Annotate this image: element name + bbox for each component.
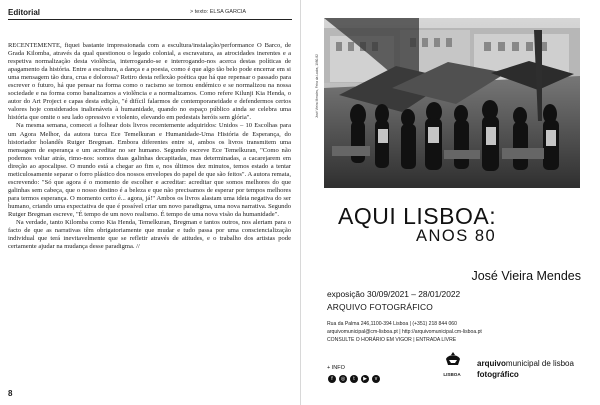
logo-bold-text: arquivo <box>477 359 506 368</box>
byline: > texto: ELSA GARCIA <box>190 9 247 15</box>
exhibition-title: AQUI LISBOA: <box>338 203 497 229</box>
facebook-icon[interactable]: f <box>328 375 336 383</box>
venue-address: Rua da Palma 246,1100-394 Lisboa | (+351) 218 844 060 <box>327 321 457 327</box>
editorial-article <box>8 42 291 251</box>
exhibition-ad-page <box>301 0 600 405</box>
page-number: 8 <box>8 389 13 398</box>
artist-name: José Vieira Mendes <box>471 269 581 283</box>
photo-credit: José Vieira Mendes, Feira da Ladra, 1980-82 <box>315 54 319 118</box>
instagram-icon[interactable]: ◎ <box>340 376 346 382</box>
market-photograph <box>324 18 580 188</box>
more-info-label: + INFO <box>327 365 345 371</box>
photographic-archive-logo: fotográfico <box>477 370 519 379</box>
header-divider <box>8 19 292 20</box>
city-caption: LISBOA <box>443 372 461 377</box>
lisbon-crest-icon <box>444 350 462 373</box>
youtube-icon[interactable]: ▶ <box>361 375 369 383</box>
article-paragraph-2: Na mesma semana, comecei a folhear dois livros recentemente adquiridos: Unidos – 10 Escolhas para um Agora Melhor, da autora turca Ece Temelkuran e Humanidade-Uma História de Esperança, do historiador holandês Rutger Bregman. Embora diferentes entre si, ambos os livros transmitem uma mensagem de esperança e um acreditar no ser humano. Segundo escreve Ece Temelkuran, "Como não podemos voltar atrás, rimo-nos: somos duas galinhas decapitadas, mas determinadas, a cacarejarem em direção ao apocalipse. O mundo está a chegar ao fim e, nos últimos dez minutos, temos estado a tentar meticulosamente separar o forro plástico dos nossos envelopes do papel de que são feitos". A autora remata, escrevendo: "Só que agora é o momento de escolher e acreditar: acreditar que somos melhores do que galinhas sem cabeça, que o nosso destino é a beleza e que não precisamos de esperar por tempos melhores para termos esperança. O momento certo é... agora, já!" Ambos os livros alastam uma ideia negativa do ser humano, criando uma expectativa de que é possível criar um novo paradigma, uma nova narrativa. Segundo Rutger Bregman escreve, "É tempo de um novo realismo. É tempo de uma nova visão da humanidade". <box>8 122 291 218</box>
article-paragraph-1: RECENTEMENTE, fiquei bastante impressionada com a escultura/instalação/performance O Barco, de Grada Kilomba, através da qual questionou o legado colonial, a escravatura, as atrocidades inerentes e a respetiva normalização desta violência, interrogando-se e interrogando-nos acerca destas políticas de apagamento da história. Entre a escultura, a dança e a poesia, como é que algo tão belo pode encerrar em si uma mensagem tão dura, crua e dolorosa? Retiro desta reflexão poética que há que repensar o passado para escrever o futuro, há que pensar na forma como o racismo se tornou endémico e se normalizou na nossa sociedade e na forma como banalizamos a violência e a normalizamos. Como refere Kilunji Kia Henda, o autor do Art Project e capas desta edição, "é difícil falarmos de contemporaneidade e defendermos certos valores hoje considerados inalienáveis à humanidade, quando no espaço público ainda se celebra uma história que omite o seu lado opressivo e violento, elevando em pedestais heróis sem glória". <box>8 42 291 122</box>
opening-hours: CONSULTE O HORÁRIO EM VIGOR | ENTRADA LIVRE <box>327 337 457 343</box>
municipal-archive-logo <box>477 359 574 368</box>
exhibition-subtitle: ANOS 80 <box>416 227 497 245</box>
venue-name: ARQUIVO FOTOGRÁFICO <box>327 302 434 312</box>
black-white-market-scene <box>324 18 580 188</box>
venue-contacts[interactable]: arquivomunicipal@cm-lisboa.pt | http://arquivomunicipal.cm-lisboa.pt <box>327 329 482 335</box>
social-links <box>328 375 380 383</box>
vimeo-icon[interactable]: v <box>372 375 380 383</box>
logo-light-text: municipal de lisboa <box>505 359 574 368</box>
twitter-icon[interactable]: t <box>350 375 358 383</box>
exhibition-dates: exposição 30/09/2021 – 28/01/2022 <box>327 289 461 299</box>
section-label: Editorial <box>8 8 41 17</box>
article-paragraph-3: Na verdade, tanto Kilomba como Kia Henda, Temelkuran, Bregman e tantos outros, nos alertam para o facto de que as narrativas têm obrigatoriamente que mudar e tudo passa por uma consciencialização individual que terá inevitavelmente que se refletir através de atitudes, e o trabalho dos artistas pode certamente ajudar na mudança desse paradigma. // <box>8 219 291 251</box>
